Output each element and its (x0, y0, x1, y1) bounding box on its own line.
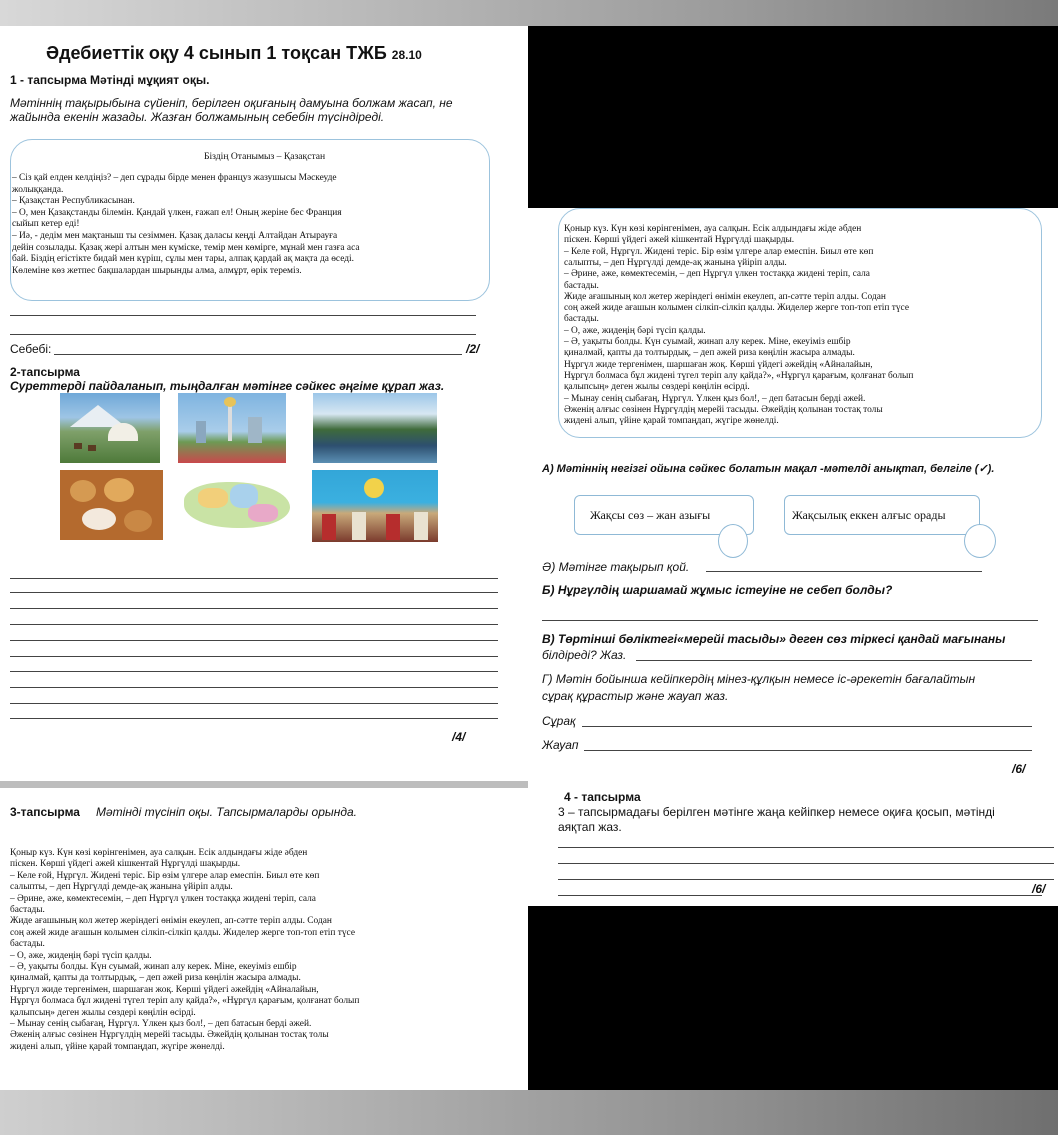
story-line: соң әжей жиде ағашын колымен сілкіп-сілкіп қалды. Жиделер жерге топ-топ етіп түсе (564, 303, 909, 314)
story-line: Нұргүл болмаса бұл жидені түгел теріп алу қайда?», «Нұргүл қарағым, қолғанат болып (564, 370, 914, 381)
answer-label: Жауап (542, 738, 579, 752)
mountain-lake-photo (313, 393, 437, 463)
task3-instruction: Мәтінді түсініп оқы. Тапсырмаларды орында. (96, 805, 357, 819)
task2-heading: 2-тапсырма (10, 365, 80, 379)
task1-score: /2/ (466, 342, 480, 356)
astana-city-photo (178, 393, 286, 463)
task2-answer-line[interactable] (10, 718, 498, 719)
story-line: жидені алып, үйіне қарай томпаңдап, жүгіре жөнелді. (564, 416, 779, 427)
story-line: қалыпсың» деген жылы сөздері көңілін өсірді. (564, 382, 750, 393)
bottom-background-strip (0, 1090, 1058, 1135)
reason-label: Себебі: (10, 342, 52, 356)
question-g-line2: сұрақ құрастыр және жауап жаз. (542, 689, 729, 703)
story-line: – Әрине, әже, көмектесемін, – деп Нұргүл үлкен тостаққа жидені теріп, сала (10, 893, 316, 904)
task1-instruction-line1: Мәтіннің тақырыбына сүйеніп, берілген оқиғаның дамуына болжам жасап, не (10, 96, 453, 110)
text-box-line: – Иә, - дедім мен мақтаныш ты сезіммен. Қазақ даласы кеңді Алтайдан Атырауға (12, 231, 338, 241)
story-line: піскен. Көрші үйдегі әжей кішкентай Нұргүлді шақырды. (564, 235, 795, 246)
story-line: – Ә, уақыты болды. Күн суымай, жинап алу керек. Міне, екеуіміз ешбір (10, 962, 297, 972)
task2-answer-line[interactable] (10, 671, 498, 672)
story-line: Жиде ағашының кол жетер жеріндегі өнімін екеулеп, ап-сәтте теріп алды. Содан (564, 291, 886, 302)
task1-instruction-line2: жайында екенін жазады. Жазған болжамының себебін түсіндіреді. (10, 110, 385, 124)
task2-answer-line[interactable] (10, 640, 498, 641)
question-ae: Ә) Мәтінге тақырып қой. (542, 560, 690, 574)
story-line: бастады. (564, 280, 599, 291)
question-v-line2: білдіреді? Жаз. (542, 648, 627, 662)
top-background-strip (0, 0, 1058, 26)
story-line: қиналмай, қапты да толтырдық, – деп әжей риза көңілін жасыра алмады. (564, 348, 855, 359)
task4-answer-line[interactable] (558, 847, 1054, 848)
story-line: піскен. Көрші үйдегі әжей кішкентай Нұргүлді шақырды. (10, 859, 241, 870)
people-flag-photo (312, 470, 438, 542)
text-box-line: бай. Біздің егістікте бидай мен күріш, сұлы мен тары, алпақ қардай ақ мақта да өседі. (12, 254, 354, 265)
story-line: – Келе ғой, Нұргүл. Жидені теріс. Бір өзім үлгере алар емеспін. Биыл өте көп (10, 870, 320, 881)
answer-line[interactable] (542, 620, 1038, 621)
task2-answer-line[interactable] (10, 703, 498, 704)
mountain-yurt-photo (60, 393, 160, 463)
question-answer-line[interactable] (582, 726, 1032, 727)
text-box-line: сыйып кетер еді! (12, 219, 80, 230)
story-line: жидені алып, үйіне қарай томпаңдап, жүгіре жөнелді. (10, 1041, 225, 1052)
story-line: Жиде ағашының кол жетер жеріндегі өнімін екеулеп, ап-сәтте теріп алды. Содан (10, 916, 332, 927)
task4-instruction-line2: аяқтап жаз. (558, 820, 622, 834)
text-box-title: Біздің Отанымыз – Қазақстан (204, 151, 326, 162)
task2-answer-line[interactable] (10, 578, 498, 579)
black-area-top-right (528, 26, 1058, 208)
task2-instruction: Суреттерді пайдаланып, тыңдалған мәтінге сәйкес әңгіме құрап жаз. (10, 379, 445, 393)
task4-heading: 4 - тапсырма (564, 790, 641, 804)
kazakhstan-map-image (178, 470, 298, 542)
proverb-1-text: Жақсы сөз – жан азығы (590, 508, 711, 522)
task2-answer-line[interactable] (10, 608, 498, 609)
story-line: – Ә, уақыты болды. Күн суымай, жинап алу керек. Міне, екеуіміз ешбір (564, 337, 851, 347)
story-line: қиналмай, қапты да толтырдық, – деп әжей риза көңілін жасыра алмады. (10, 973, 301, 984)
text-box-line: – О, мен Қазақстанды білемін. Қандай үлкен, ғажап ел! Оның жеріне бес Франция (12, 207, 342, 218)
text-box-line: жолыққанда. (12, 184, 64, 195)
story-line: – Әрине, әже, көмектесемін, – деп Нұргүл үлкен тостаққа жидені теріп, сала (564, 269, 870, 280)
task4-answer-line[interactable] (558, 895, 1042, 896)
task4-instruction-line1: 3 – тапсырмадағы берілген мәтінге жаңа кейіпкер немесе оқиға қосып, мәтінді (558, 805, 995, 819)
story-line: салыпты, – деп Нұргүлді демде-ақ жанына үйіріп алды. (564, 257, 787, 268)
proverb-2-text: Жақсылық еккен алғыс орады (792, 508, 946, 522)
answer-line[interactable] (636, 660, 1032, 661)
worksheet-page-3 (0, 788, 528, 1090)
story-line: Қоныр күз. Күн көзі көрінгенімен, ауа салқын. Есік алдындағы жіде әбден (10, 848, 308, 858)
story-line: салыпты, – деп Нұргүлді демде-ақ жанына үйіріп алды. (10, 882, 233, 893)
story-line: қалыпсың» деген жылы сөздері көңілін өсірді. (10, 1007, 196, 1018)
proverb-1-checkbox[interactable] (718, 524, 748, 558)
question-b: Б) Нұргүлдің шаршамай жұмыс істеуіне не себеп болды? (542, 583, 893, 597)
task2-answer-line[interactable] (10, 592, 498, 593)
answer-line (10, 315, 476, 316)
story-line: бастады. (10, 939, 45, 950)
proverb-2-checkbox[interactable] (964, 524, 996, 558)
story-line: Нұргүл жиде тергенімен, шаршаған жоқ. Көрші үйдегі әжейдің «Айналайын, (564, 359, 873, 370)
task1-heading: 1 - тапсырма Мәтінді мұқият оқы. (10, 73, 210, 87)
story-line: бастады. (10, 905, 45, 915)
story-line: Әженің алғыс сөзінен Нұргүлдің мерейі тасыды. Әжейдің қолынан тостақ толы (564, 404, 883, 415)
task4-answer-line[interactable] (558, 863, 1054, 864)
title-answer-line[interactable] (706, 571, 982, 572)
story-line: – О, әже, жидеңің бәрі түсіп қалды. (564, 325, 706, 336)
story-line: соң әжей жиде ағашын колымен сілкіп-сілкіп қалды. Жиделер жерге топ-топ етіп түсе (10, 927, 355, 938)
task4-score: /6/ (1032, 882, 1046, 896)
story-line: – Келе ғой, Нұргүл. Жидені теріс. Бір өзім үлгере алар емеспін. Биыл өте көп (564, 246, 874, 257)
task2-answer-line[interactable] (10, 624, 498, 625)
question-a: А) Мәтіннің негізгі ойына сәйкес болатын мақал -мәтелді анықтап, белгіле (✓). (542, 463, 995, 475)
black-area-bottom-right (528, 906, 1058, 1090)
question-g-line1: Г) Мәтін бойынша кейіпкердің мінез-құлқын немесе іс-әрекетін бағалайтын (542, 672, 976, 686)
story-line: Нұргүл жиде тергенімен, шаршаған жоқ. Көрші үйдегі әжейдің «Айналайын, (10, 984, 319, 995)
question-label: Сұрақ (542, 714, 576, 728)
answer-line (10, 334, 476, 335)
story-line: – Мынау сенің сыбағаң, Нұргүл. Үлкен қыз бол!, – деп батасын берді әжей. (564, 393, 866, 404)
story-line: Қоныр күз. Күн көзі көрінгенімен, ауа салқын. Есік алдындағы жіде әбден (564, 224, 862, 234)
text-box-line: дейін созылады. Қазақ жері алтын мен күміске, темір мен көмірге, мұнай мен газға аса (12, 242, 360, 253)
text-box-line: – Қазақстан Республикасынан. (12, 196, 135, 207)
story-line: Нұргүл болмаса бұл жидені түгел теріп алу қайда?», «Нұргүл қарағым, қолғанат болып (10, 996, 360, 1007)
task3-score: /6/ (1012, 762, 1026, 776)
answer-answer-line[interactable] (584, 750, 1032, 751)
worksheet-page-1 (0, 26, 528, 781)
worksheet-title: Әдебиеттік оқу 4 сынып 1 тоқсан ТЖБ 28.10 (46, 43, 422, 63)
story-line: Әженің алғыс сөзінен Нұргүлдің мерейі тасыды. Әжейдің қолынан тостақ толы (10, 1030, 329, 1041)
story-line: бастады. (564, 314, 599, 325)
task3-heading: 3-тапсырма (10, 805, 80, 819)
task2-score: /4/ (452, 730, 466, 744)
task2-answer-line[interactable] (10, 656, 498, 657)
story-line: – Мынау сенің сыбағаң, Нұргүл. Үлкен қыз бол!, – деп батасын берді әжей. (10, 1019, 312, 1029)
reason-answer-line[interactable] (54, 354, 462, 355)
task2-answer-line[interactable] (10, 687, 498, 688)
story-line: – О, әже, жидеңің бәрі түсіп қалды. (10, 950, 152, 961)
baursak-bread-photo (60, 470, 163, 540)
question-v-line1: В) Төртінші бөліктегі«мерейі тасыды» деген сөз тіркесі қандай мағынаны (542, 632, 1006, 646)
text-box-line: – Сіз қай елден келдіңіз? – деп сұрады бірде менен француз жазушысы Мәскеуде (12, 173, 337, 183)
worksheet-page-2 (528, 208, 1058, 906)
task4-answer-line[interactable] (558, 879, 1054, 880)
text-box-line: Көлеміне көз жетпес бақшалардан шырынды алма, алмұрт, өрік тереміз. (12, 265, 302, 276)
